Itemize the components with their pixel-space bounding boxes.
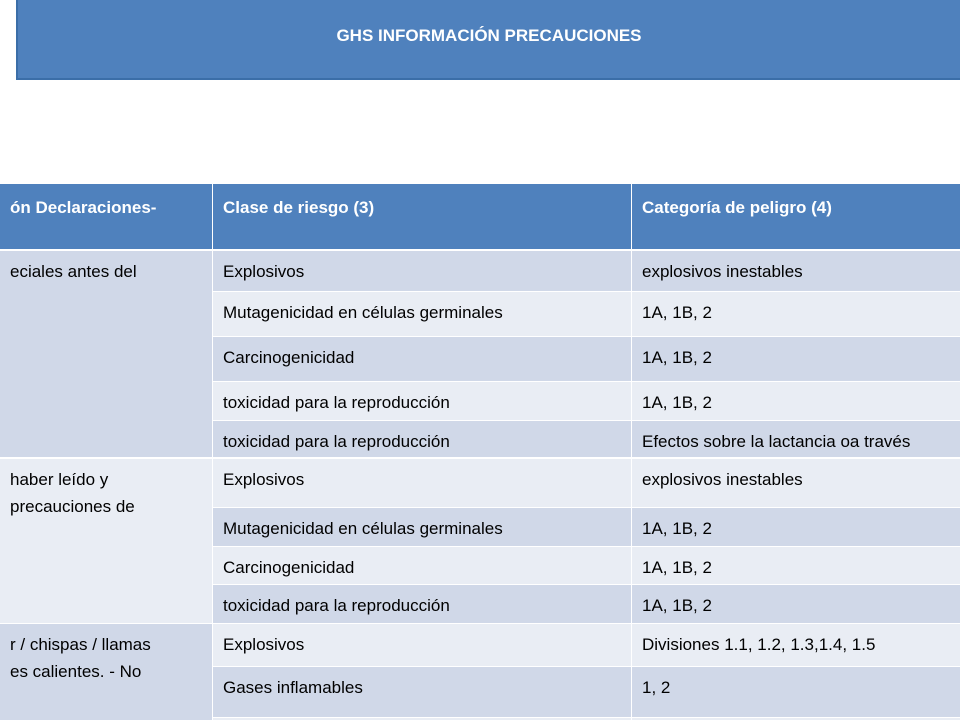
hazard-class-cell: Carcinogenicidad: [213, 547, 631, 584]
header-hazard-category: Categoría de peligro (4): [632, 184, 960, 249]
hazard-category-cell: 1A, 1B, 2: [632, 508, 960, 546]
hazard-category-cell: 1A, 1B, 2: [632, 292, 960, 336]
hazard-class-cell: Mutagenicidad en células germinales: [213, 508, 631, 546]
hazard-category-cell: 1, 2: [632, 667, 960, 717]
hazard-class-cell: Explosivos: [213, 459, 631, 507]
statement-cell: r / chispas / llamas es calientes. - No: [0, 624, 212, 720]
page-title-banner: [16, 0, 960, 80]
statement-cell: eciales antes del: [0, 251, 212, 457]
header-hazard-class: Clase de riesgo (3): [213, 184, 631, 249]
hazard-category-cell: Divisiones 1.1, 1.2, 1.3,1.4, 1.5: [632, 624, 960, 666]
hazard-class-cell: Carcinogenicidad: [213, 337, 631, 381]
hazard-class-cell: toxicidad para la reproducción: [213, 382, 631, 420]
hazard-category-cell: Efectos sobre la lactancia oa través: [632, 421, 960, 457]
hazard-category-cell: 1A, 1B, 2: [632, 382, 960, 420]
hazard-class-cell: Explosivos: [213, 251, 631, 291]
hazard-class-cell: Explosivos: [213, 624, 631, 666]
hazard-class-cell: Gases inflamables: [213, 667, 631, 717]
statement-cell: haber leído y precauciones de: [0, 459, 212, 623]
hazard-class-cell: toxicidad para la reproducción: [213, 421, 631, 457]
hazard-category-cell: explosivos inestables: [632, 459, 960, 507]
hazard-class-cell: Mutagenicidad en células germinales: [213, 292, 631, 336]
hazard-class-cell: toxicidad para la reproducción: [213, 585, 631, 623]
hazard-category-cell: 1A, 1B, 2: [632, 585, 960, 623]
page-title: GHS INFORMACIÓN PRECAUCIONES: [336, 26, 642, 45]
hazard-category-cell: explosivos inestables: [632, 251, 960, 291]
hazard-category-cell: 1A, 1B, 2: [632, 547, 960, 584]
hazard-category-cell: 1A, 1B, 2: [632, 337, 960, 381]
header-statements: ón Declaraciones-: [0, 184, 212, 249]
